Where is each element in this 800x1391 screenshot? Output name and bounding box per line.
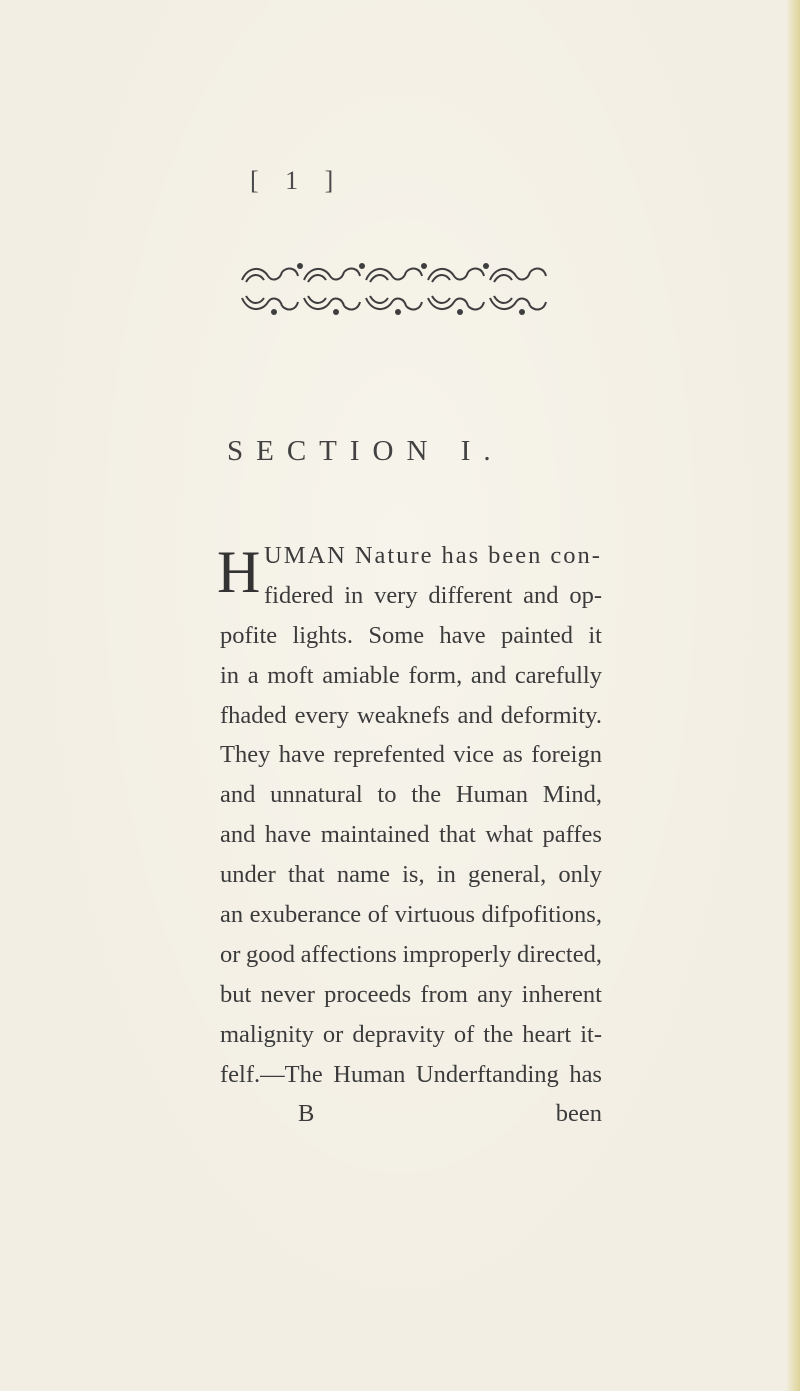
text-line: malignity or depravity of the heart it-: [220, 1020, 602, 1048]
catchword: been: [555, 1100, 602, 1128]
text-line: in a moft amiable form, and carefully: [220, 661, 602, 689]
section-heading: SECTION I.: [227, 435, 504, 467]
text-line: an exuberance of virtuous difpofitions,: [220, 901, 602, 929]
signature-line: [220, 1094, 602, 1134]
text-line: under that name is, in general, only: [220, 861, 602, 889]
text-line: pofite lights. Some have painted it: [220, 621, 602, 649]
text-line: UMAN Nature has been con-: [264, 542, 602, 569]
text-line: They have reprefented vice as foreign: [220, 741, 602, 769]
text-line: but never proceeds from any inherent: [220, 980, 602, 1008]
text-line: felf.—The Human Underftanding has: [220, 1060, 602, 1088]
signature-mark: B: [298, 1100, 315, 1128]
fleuron-ornament-icon: [238, 258, 568, 320]
text-line: or good affections improperly directed,: [220, 940, 602, 968]
text-line: fhaded every weaknefs and deformity.: [220, 701, 602, 729]
text-line: fidered in very different and op-: [264, 581, 602, 609]
body-text: [217, 536, 602, 1134]
text-line: and have maintained that what paffes: [220, 821, 602, 849]
page-edge: [786, 0, 800, 1391]
drop-cap: H: [217, 539, 261, 605]
page-number: [ 1 ]: [250, 166, 344, 195]
text-line: and unnatural to the Human Mind,: [220, 781, 602, 809]
